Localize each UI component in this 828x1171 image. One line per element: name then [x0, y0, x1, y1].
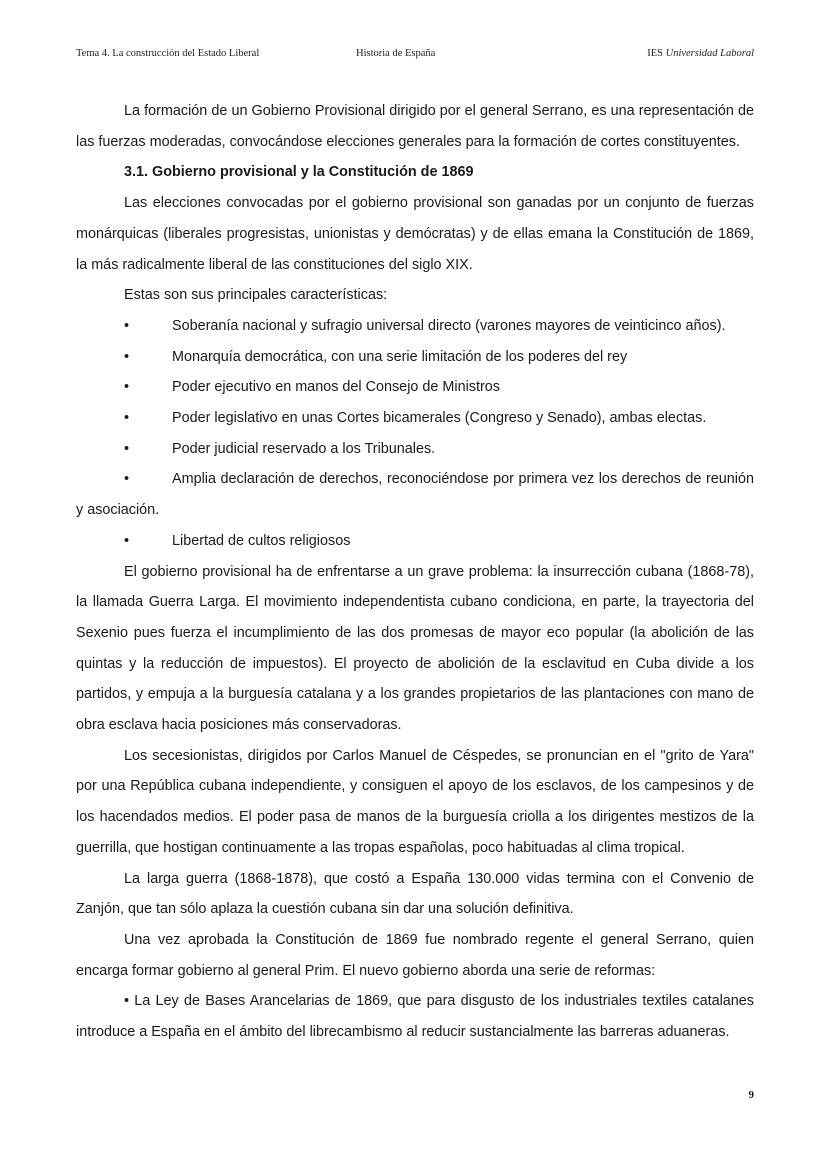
paragraph-cuban-insurrection: El gobierno provisional ha de enfrentarse a un grave problema: la insurrección cubana (1868-78), la llamada Guerra Larga. El movimiento independentista cubano condiciona, en parte, la trayectoria del Sexenio pues fuerza el incumplimiento de las dos promesas de mayor eco popular (la abolición de las quintas y la reducción de impuestos). El proyecto de abolición de la esclavitud en Cuba divide a los partidos, y empuja a la burguesía catalana y a los grandes propietarios de las plantaciones con mano de obra esclava hacia posiciones más conservadoras.: [76, 563, 754, 734]
bullet-icon: •: [124, 410, 130, 427]
paragraph-long-war: La larga guerra (1868-1878), que costó a España 130.000 vidas termina con el Convenio de Zanjón, que tan sólo aplaza la cuestión cubana sin dar una solución definitiva.: [76, 870, 754, 918]
page-header: [76, 48, 754, 64]
header-school: [647, 48, 754, 59]
paragraph-characteristics-intro: Estas son sus principales características:: [124, 287, 388, 304]
list-item-text: Poder legislativo en unas Cortes bicamerales (Congreso y Senado), ambas electas.: [172, 410, 707, 427]
header-chapter: Tema 4. La construcción del Estado Liberal: [76, 48, 260, 59]
list-item-text: Libertad de cultos religiosos: [172, 532, 351, 549]
paragraph-elections: Las elecciones convocadas por el gobierno provisional son ganadas por un conjunto de fuerzas monárquicas (liberales progresistas, unionistas y demócratas) y de ellas emana la Constitución de 1869, la más radicalmente liberal de las constituciones del siglo XIX.: [76, 195, 754, 273]
list-item: [76, 372, 754, 403]
list-item-text: Poder ejecutivo en manos del Consejo de Ministros: [172, 379, 500, 396]
header-school-prefix: IES: [647, 48, 666, 59]
list-item: [76, 342, 754, 373]
bullet-icon: •: [124, 348, 130, 365]
list-item-text: Monarquía democrática, con una serie limitación de los poderes del rey: [172, 348, 628, 365]
bullet-icon: •: [124, 379, 130, 396]
paragraph-regency: Una vez aprobada la Constitución de 1869 fue nombrado regente el general Serrano, quien encarga formar gobierno al general Prim. El nuevo gobierno aborda una serie de reformas:: [76, 931, 754, 979]
bullet-icon: •: [124, 471, 130, 488]
paragraph-secessionists: Los secesionistas, dirigidos por Carlos Manuel de Céspedes, se pronuncian en el "grito de Yara" por una República cubana independiente, y consiguen el apoyo de los esclavos, de los campesinos y de los hacendados medios. El poder pasa de manos de la burguesía criolla a los dirigentes mestizos de la guerrilla, que hostigan continuamente a las tropas españolas, poco habituadas al clima tropical.: [76, 747, 754, 856]
header-subject: Historia de España: [356, 48, 436, 59]
bullet-icon: •: [124, 317, 130, 334]
list-item-text: Soberanía nacional y sufragio universal directo (varones mayores de veinticinco años).: [172, 317, 726, 334]
list-item-text: Poder judicial reservado a los Tribunales.: [172, 440, 436, 457]
list-item: [76, 526, 754, 557]
list-item-text: Amplia declaración de derechos, reconociéndose por primera vez los derechos de reunión y asociación.: [76, 471, 754, 519]
list-item: [76, 464, 754, 525]
list-item: [76, 403, 754, 434]
document-body: [76, 96, 754, 1048]
bullet-icon: •: [124, 440, 130, 457]
list-item: [76, 311, 754, 342]
list-item: [76, 434, 754, 465]
header-school-name: Universidad Laboral: [665, 48, 754, 59]
bullet-icon: •: [124, 532, 130, 549]
paragraph-tariff-law: • La Ley de Bases Arancelarias de 1869, que para disgusto de los industriales textiles catalanes introduce a España en el ámbito del librecambismo al reducir sustancialmente las barreras aduaneras.: [76, 993, 754, 1041]
paragraph-intro: La formación de un Gobierno Provisional dirigido por el general Serrano, es una representación de las fuerzas moderadas, convocándose elecciones generales para la formación de cortes constituyentes.: [76, 103, 754, 150]
page-number: 9: [748, 1089, 754, 1101]
section-heading: 3.1. Gobierno provisional y la Constitución de 1869: [124, 164, 474, 181]
